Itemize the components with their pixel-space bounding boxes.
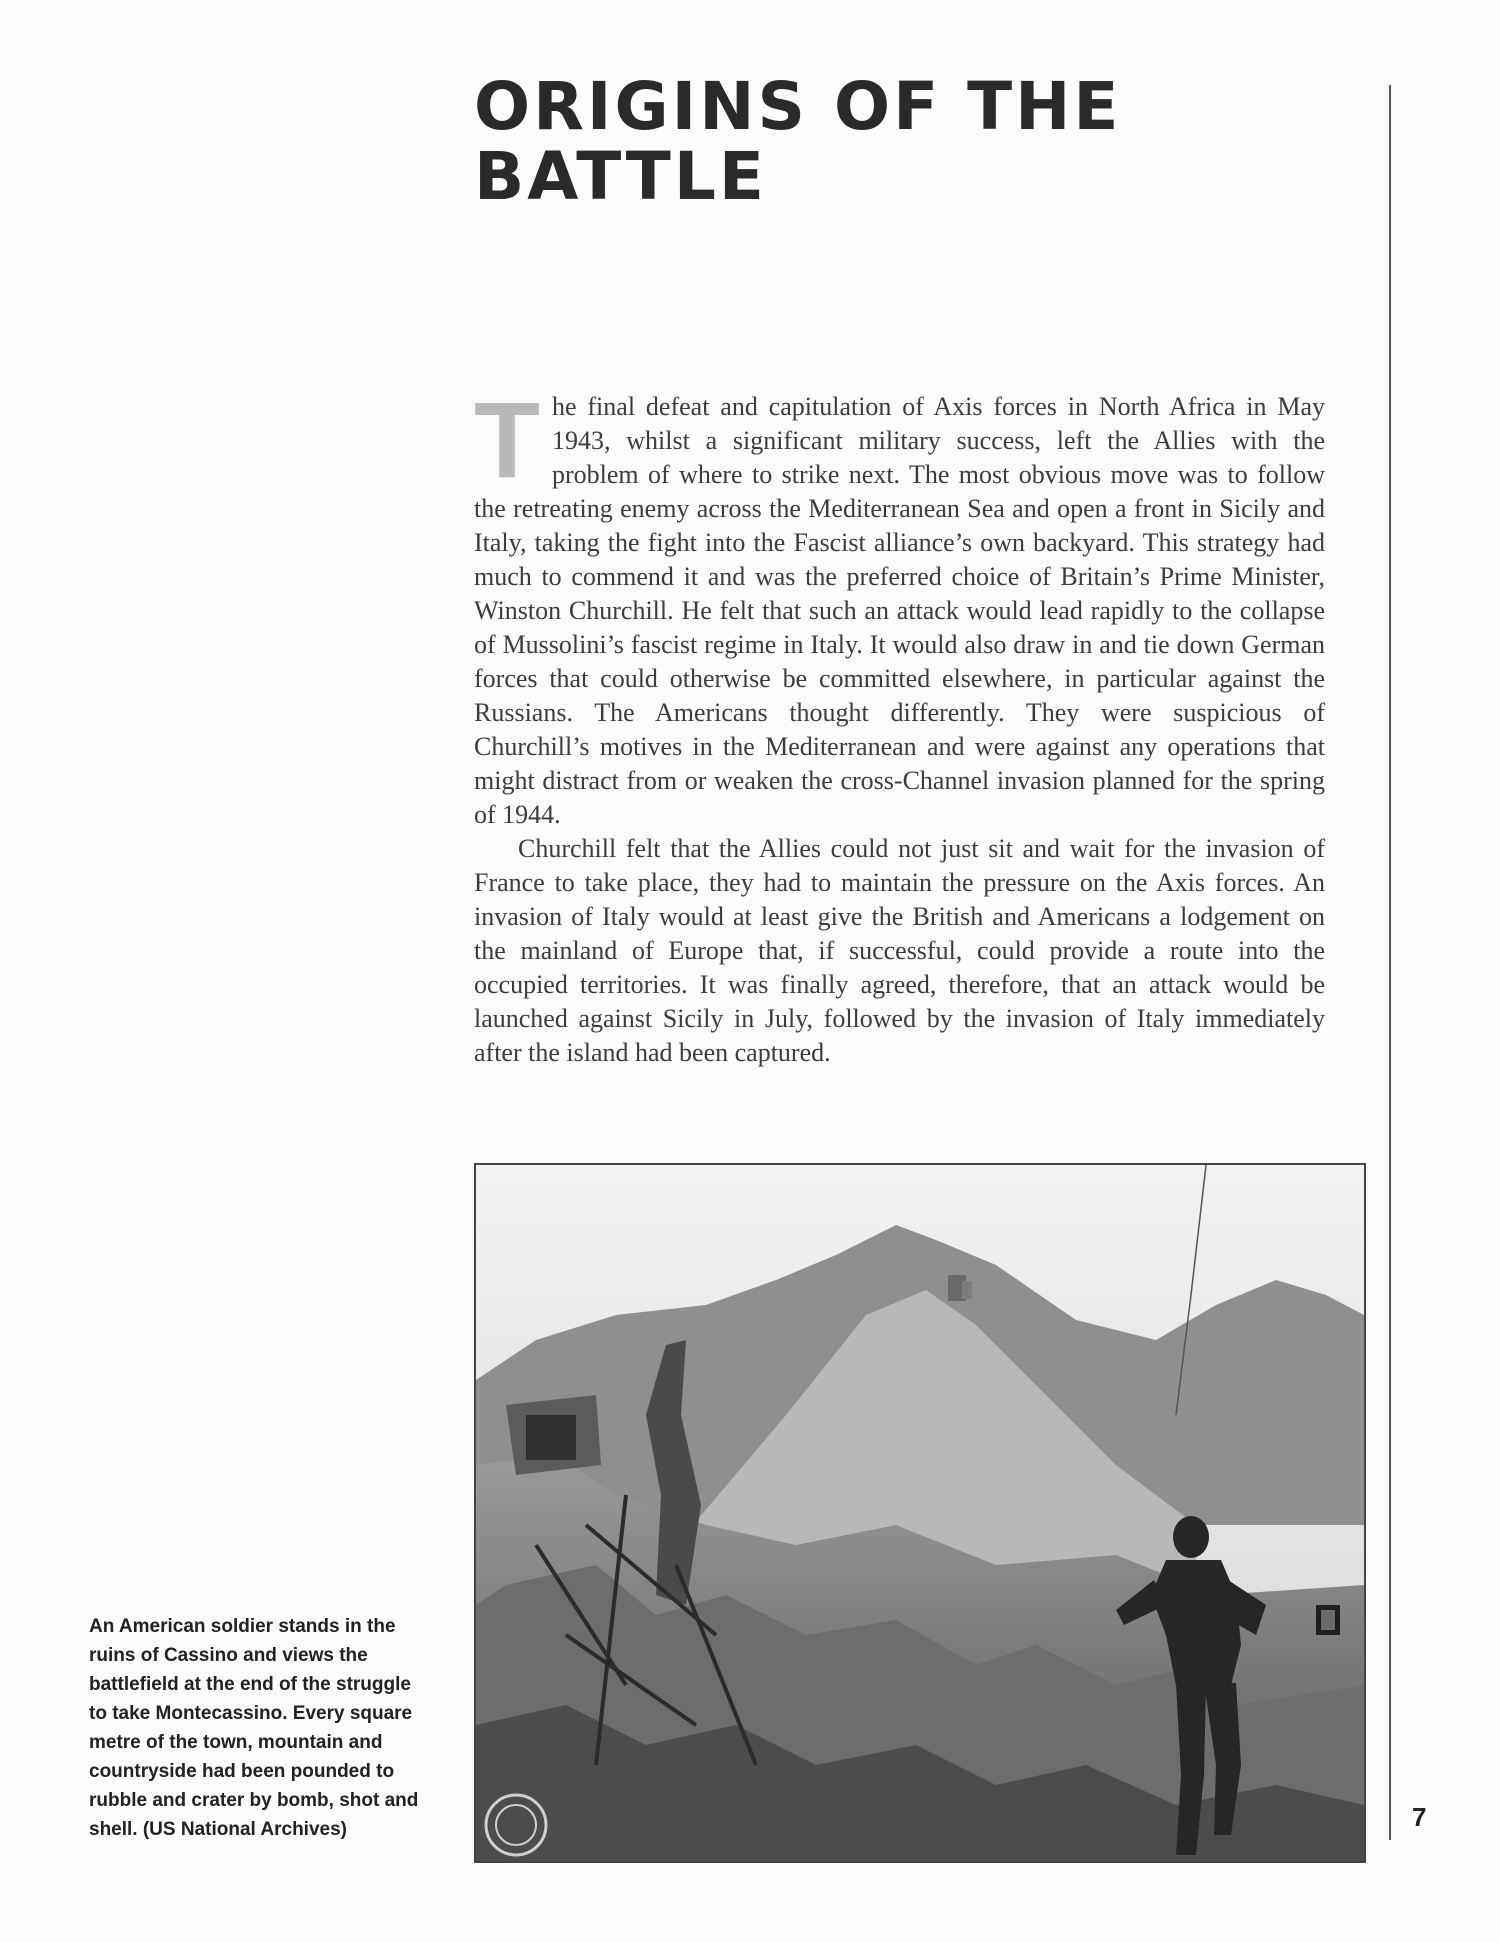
photo-caption: An American soldier stands in the ruins of Cassino and views the battlefield at the end of the struggle to take Montecassino. Every square metre of the town, mountain and countryside had been pounded to rubble and crater by bomb, shot and shell. (US National Archives) (89, 1616, 419, 1840)
paragraph-2: Churchill felt that the Allies could not just sit and wait for the invasion of France to take place, they had to maintain the pressure on the Axis forces. An invasion of Italy would at least give the British and Americans a lodgement on the mainland of Europe that, if successful, could provide a route into the occupied territories. It was finally agreed, therefore, that an attack would be launched against Sicily in July, followed by the invasion of Italy immediately after the island had been captured. (474, 834, 1325, 1067)
paragraph-1-text: he final defeat and capitulation of Axis forces in North Africa in May 1943, whilst a significant military success, left the Allies with the problem of where to strike next. The most obvious move was to follow the retreating enemy across the Mediterranean Sea and open a front in Sicily and Italy, taking the fight into the Fascist alliance’s own backyard. This strategy had much to commend it and was the preferred choice of Britain’s Prime Minister, Winston Churchill. He felt that such an attack would lead rapidly to the collapse of Mussolini’s fascist regime in Italy. It would also draw in and tie down German forces that could otherwise be committed elsewhere, in particular against the Russians. The Americans thought differently. They were suspicious of Churchill’s motives in the Mediterranean and were against any operations that might distract from or weaken the cross-Channel invasion planned for the spring of 1944. (474, 392, 1325, 829)
cassino-ruins-photo (474, 1163, 1366, 1863)
chapter-title-line-2: BATTLE (474, 138, 767, 215)
chapter-title-line-1: ORIGINS OF THE (474, 68, 1122, 145)
drop-cap: T (474, 379, 540, 500)
paragraph-1 (474, 379, 1325, 832)
body-text (474, 379, 1325, 1070)
vertical-rule (1389, 85, 1391, 1840)
page-number: 7 (1412, 1802, 1427, 1832)
chapter-title (474, 68, 1174, 215)
